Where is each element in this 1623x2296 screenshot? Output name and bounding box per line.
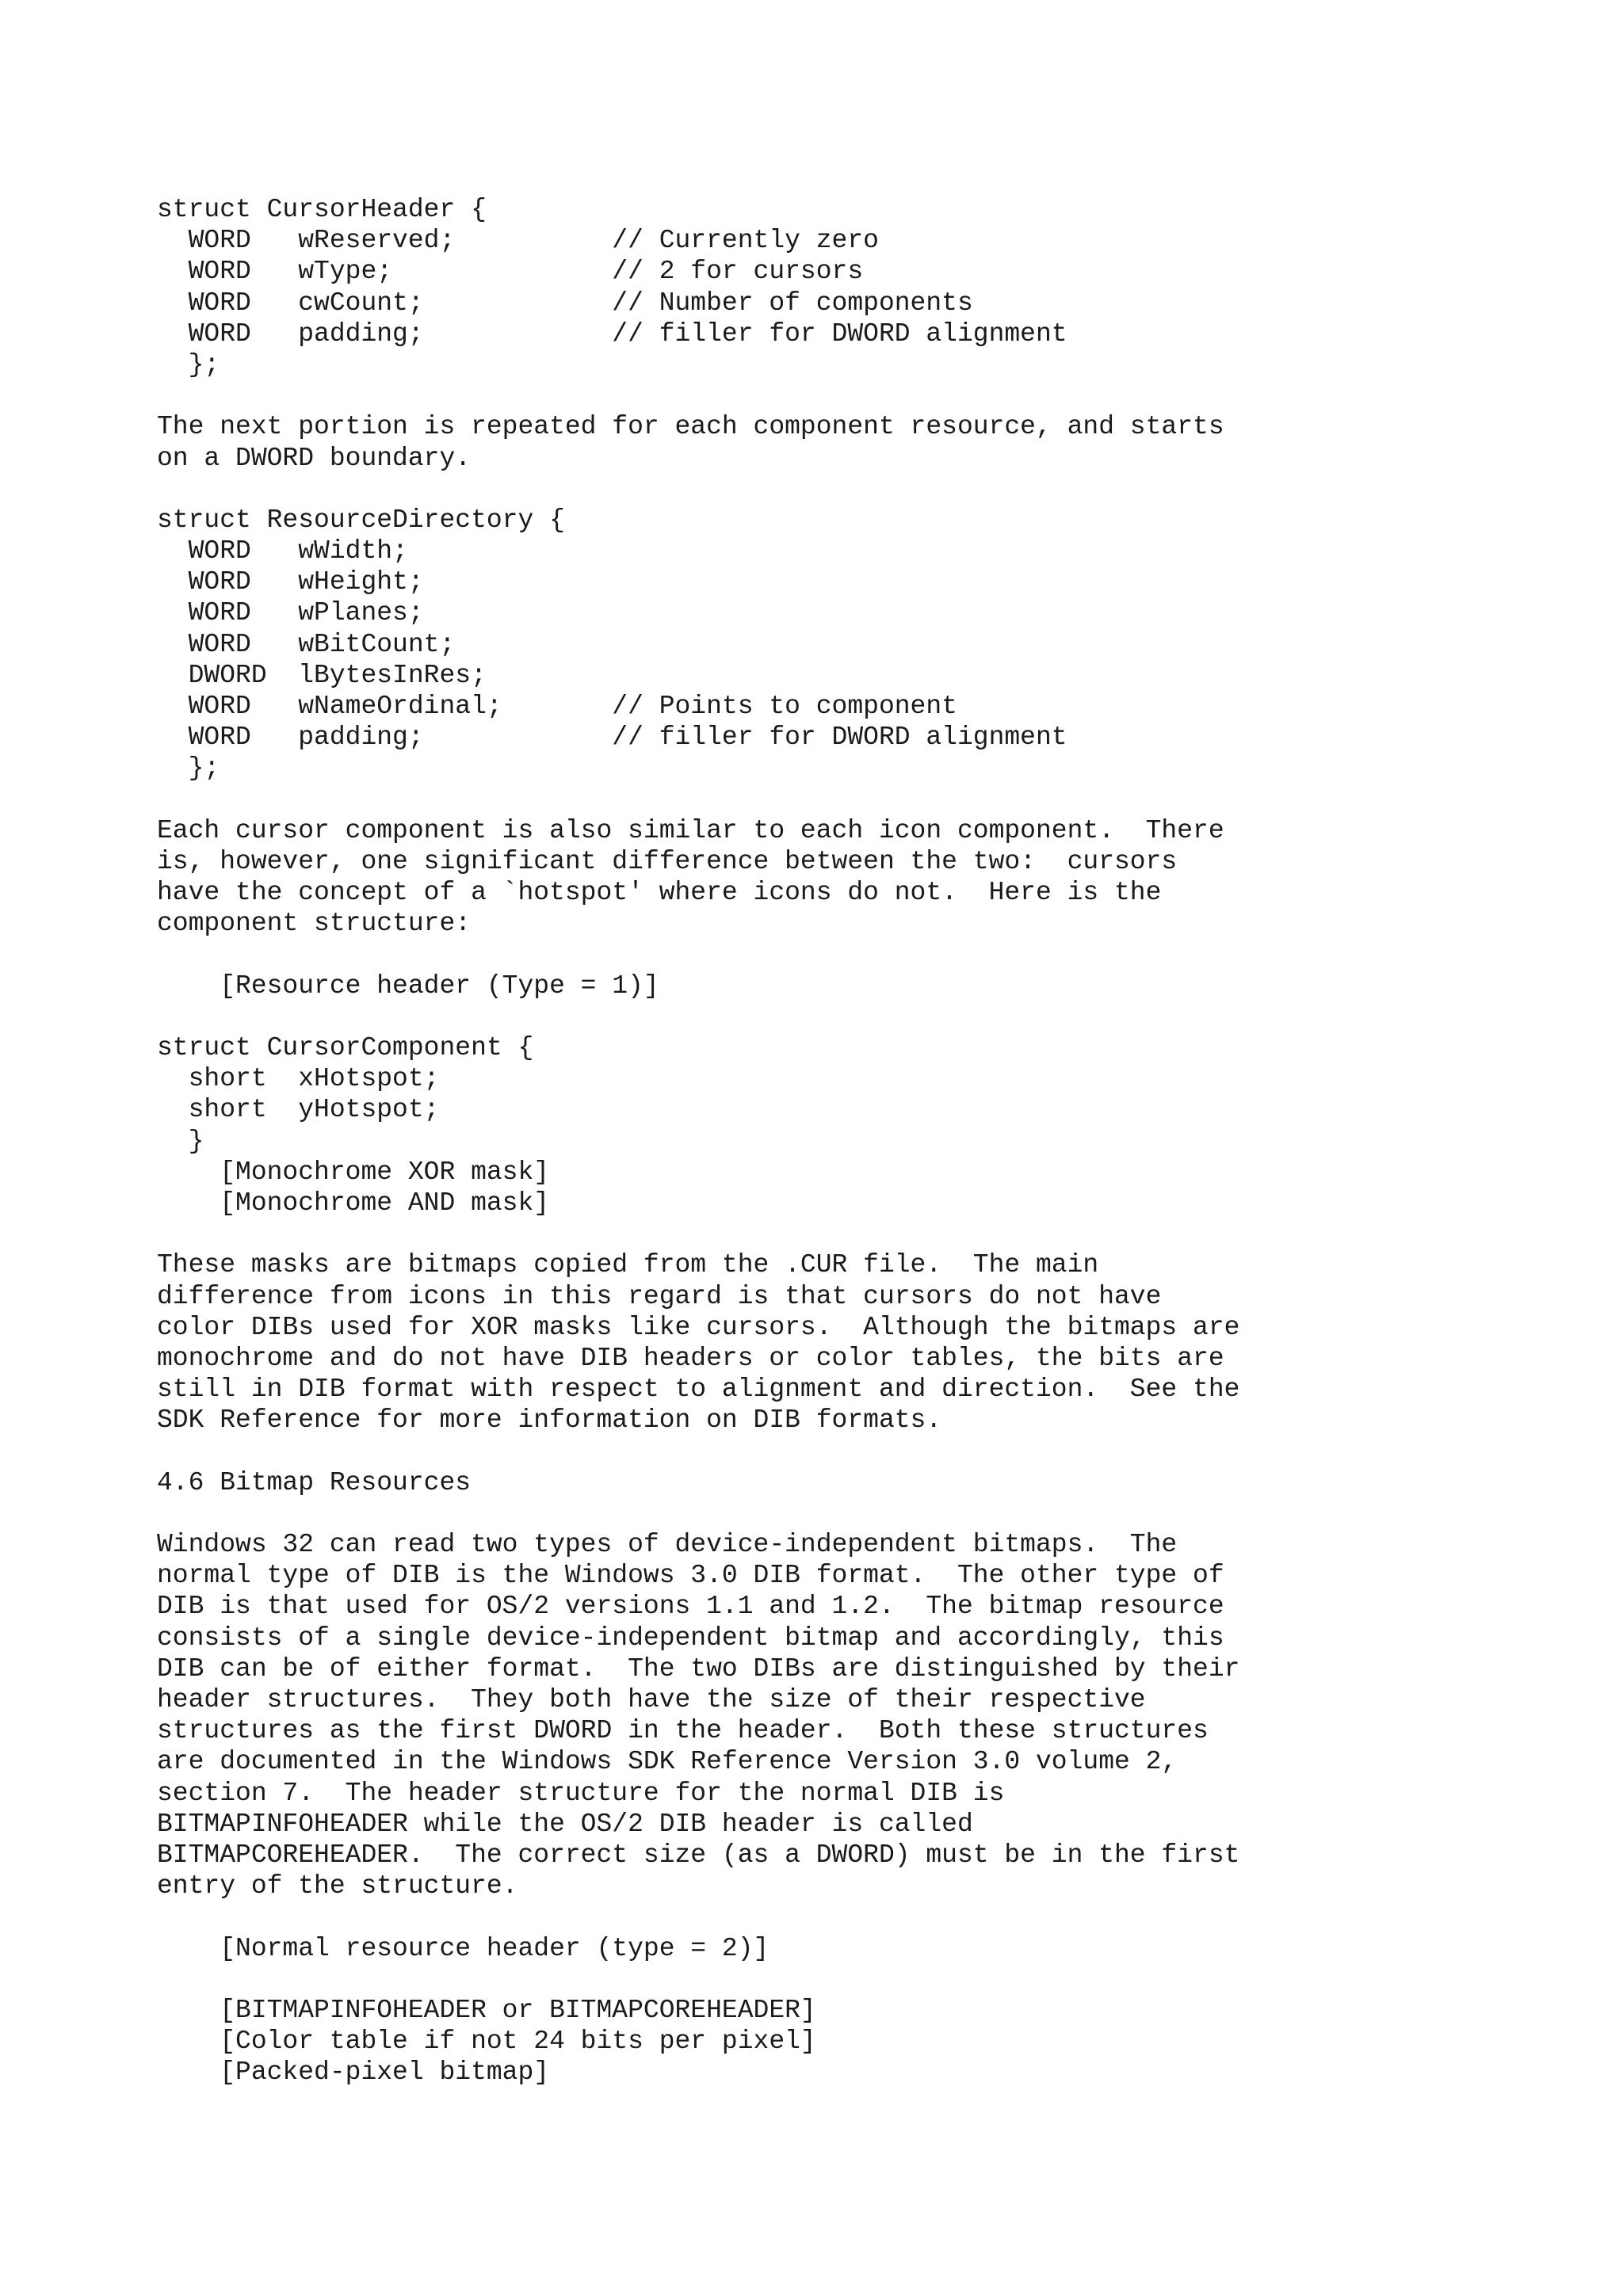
text-line: These masks are bitmaps copied from the .CUR file. The main	[157, 1250, 1099, 1280]
code-line: WORD wType; // 2 for cursors	[157, 257, 864, 287]
code-line: };	[157, 349, 220, 379]
blank-line	[157, 1498, 1583, 1529]
blank-line	[157, 1964, 1583, 1995]
text-line: monochrome and do not have DIB headers or color tables, the bits are	[157, 1343, 1224, 1373]
blank-line	[157, 380, 1583, 411]
code-line: WORD wReserved; // Currently zero	[157, 226, 879, 256]
blank-line	[157, 940, 1583, 971]
blank-line	[157, 1436, 1583, 1467]
text-line: is, however, one significant difference between the two: cursors	[157, 846, 1178, 876]
text-line: Windows 32 can read two types of device-independent bitmaps. The	[157, 1530, 1178, 1560]
text-line: DIB can be of either format. The two DIBs are distinguished by their	[157, 1653, 1240, 1684]
text-line: have the concept of a `hotspot' where icons do not. Here is the	[157, 878, 1162, 908]
code-line: WORD wNameOrdinal; // Points to component	[157, 692, 957, 721]
code-line: [Monochrome AND mask]	[157, 1188, 550, 1218]
text-line: consists of a single device-independent bitmap and accordingly, this	[157, 1623, 1224, 1653]
code-line: WORD wHeight;	[157, 567, 424, 597]
code-line: short xHotspot;	[157, 1064, 440, 1094]
code-line: struct ResourceDirectory {	[157, 505, 565, 535]
code-line: [Color table if not 24 bits per pixel]	[157, 2027, 816, 2057]
code-line: WORD wPlanes;	[157, 598, 424, 628]
text-line: are documented in the Windows SDK Reference Version 3.0 volume 2,	[157, 1747, 1178, 1777]
text-line: still in DIB format with respect to alignment and direction. See the	[157, 1375, 1240, 1405]
code-line: [Monochrome XOR mask]	[157, 1157, 550, 1187]
text-line: DIB is that used for OS/2 versions 1.1 and 1.2. The bitmap resource	[157, 1592, 1224, 1622]
code-line: WORD wBitCount;	[157, 629, 456, 659]
text-line: normal type of DIB is the Windows 3.0 DIB format. The other type of	[157, 1561, 1224, 1591]
blank-line	[157, 1901, 1583, 1932]
blank-line	[157, 1219, 1583, 1249]
text-line: structures as the first DWORD in the header. Both these structures	[157, 1716, 1209, 1746]
blank-line	[157, 1001, 1583, 1032]
code-line: };	[157, 753, 220, 784]
text-line: BITMAPINFOHEADER while the OS/2 DIB header is called	[157, 1809, 973, 1839]
text-line: difference from icons in this regard is that cursors do not have	[157, 1281, 1162, 1311]
code-line: WORD cwCount; // Number of components	[157, 288, 973, 318]
code-line: struct CursorComponent {	[157, 1033, 534, 1063]
code-line: WORD padding; // filler for DWORD alignment	[157, 318, 1067, 349]
code-line: [Resource header (Type = 1)]	[157, 971, 659, 1001]
text-line: section 7. The header structure for the normal DIB is	[157, 1778, 1005, 1808]
code-line: DWORD lBytesInRes;	[157, 660, 487, 690]
text-line: color DIBs used for XOR masks like cursors. Although the bitmaps are	[157, 1312, 1240, 1342]
text-line: Each cursor component is also similar to each icon component. There	[157, 815, 1224, 845]
text-line: header structures. They both have the size of their respective	[157, 1685, 1146, 1714]
text-line: The next portion is repeated for each component resource, and starts	[157, 412, 1224, 442]
blank-line	[157, 784, 1583, 815]
code-line: [BITMAPINFOHEADER or BITMAPCOREHEADER]	[157, 1995, 816, 2025]
text-line: entry of the structure.	[157, 1871, 518, 1901]
text-line: SDK Reference for more information on DIB formats.	[157, 1405, 942, 1436]
code-line: }	[157, 1126, 204, 1156]
text-line: BITMAPCOREHEADER. The correct size (as a DWORD) must be in the first	[157, 1840, 1240, 1870]
code-line: [Packed-pixel bitmap]	[157, 2058, 550, 2088]
text-line: component structure:	[157, 909, 472, 939]
code-line: [Normal resource header (type = 2)]	[157, 1933, 769, 1963]
code-line: short yHotspot;	[157, 1095, 440, 1125]
code-line: WORD padding; // filler for DWORD alignment	[157, 723, 1067, 753]
code-line: WORD wWidth;	[157, 536, 408, 566]
code-line: struct CursorHeader {	[157, 195, 487, 224]
blank-line	[157, 474, 1583, 505]
text-line: on a DWORD boundary.	[157, 443, 472, 473]
document-page	[157, 194, 1583, 2088]
section-heading: 4.6 Bitmap Resources	[157, 1467, 472, 1497]
